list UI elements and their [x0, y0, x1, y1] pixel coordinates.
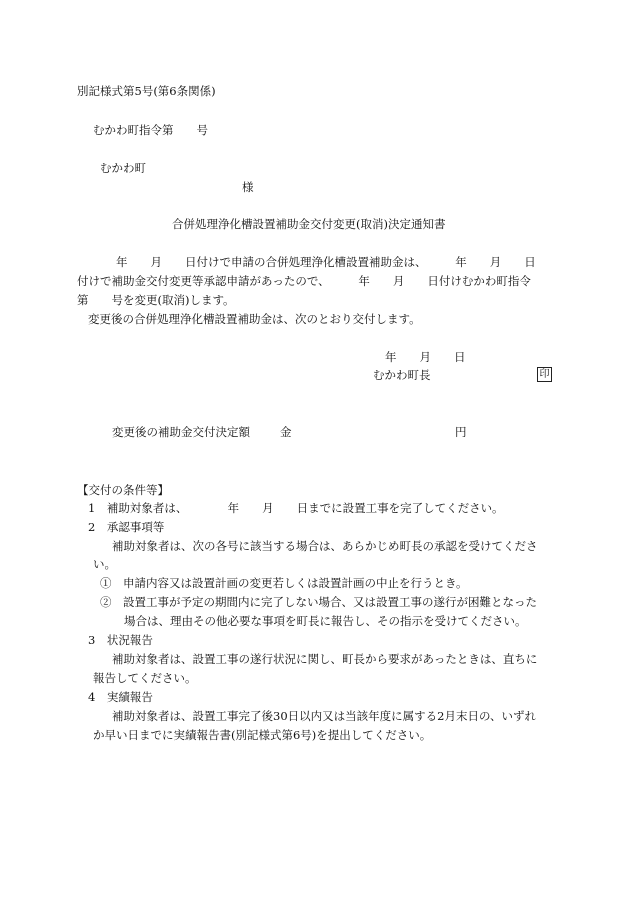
condition-4-line-2: か早い日までに実績報告書(別記様式第6号)を提出してください。 — [93, 728, 432, 742]
condition-3-line-2: 報告してください。 — [93, 671, 197, 685]
condition-4-title: 4 実績報告 — [88, 690, 153, 704]
amount-unit: 円 — [455, 425, 467, 439]
condition-2-title: 2 承認事項等 — [88, 520, 165, 534]
body-line-3: 第 号を変更(取消)します。 — [77, 293, 235, 307]
condition-4-line-1: 補助対象者は、設置工事完了後30日以内又は当該年度に属する2月末日の、いずれ — [112, 709, 536, 723]
conditions-heading: 【交付の条件等】 — [77, 483, 169, 497]
condition-3-title: 3 状況報告 — [88, 633, 153, 647]
signature-date: 年 月 日 — [385, 350, 466, 364]
mayor-title: むかわ町長 — [373, 368, 431, 382]
issuer-town: むかわ町 — [100, 161, 146, 175]
amount-currency: 金 — [280, 425, 292, 439]
condition-3-line-1: 補助対象者は、設置工事の遂行状況に関し、町長から要求があったときは、直ちに — [112, 652, 538, 666]
condition-2-sub-1: ① 申請内容又は設置計画の変更若しくは設置計画の中止を行うとき。 — [100, 576, 468, 590]
addressee-honorific: 様 — [242, 180, 254, 194]
document-number: むかわ町指令第 号 — [93, 123, 208, 137]
condition-2-sub-2-line-1: ② 設置工事が予定の期間内に完了しない場合、又は設置工事の遂行が困難となった — [100, 595, 537, 609]
amount-label: 変更後の補助金交付決定額 — [112, 425, 250, 439]
body-line-4: 変更後の合併処理浄化槽設置補助金は、次のとおり交付します。 — [88, 312, 421, 326]
condition-1: 1 補助対象者は、 年 月 日までに設置工事を完了してください。 — [88, 501, 504, 515]
body-line-1: 年 月 日付けで申請の合併処理浄化槽設置補助金は、 年 月 日 — [93, 255, 536, 269]
seal-mark: 印 — [537, 367, 552, 382]
condition-2-line-1: 補助対象者は、次の各号に該当する場合は、あらかじめ町長の承認を受けてくださ — [112, 539, 538, 553]
body-line-2: 付けで補助金交付変更等承認申請があったので、 年 月 日付けむかわ町指令 — [77, 274, 531, 288]
form-reference: 別記様式第5号(第6条関係) — [77, 84, 216, 98]
condition-2-sub-2-line-2: 場合は、理由その他必要な事項を町長に報告し、その指示を受けてください。 — [124, 614, 527, 628]
document-title: 合併処理浄化槽設置補助金交付変更(取消)決定通知書 — [172, 217, 446, 231]
condition-2-line-2: い。 — [93, 557, 116, 571]
